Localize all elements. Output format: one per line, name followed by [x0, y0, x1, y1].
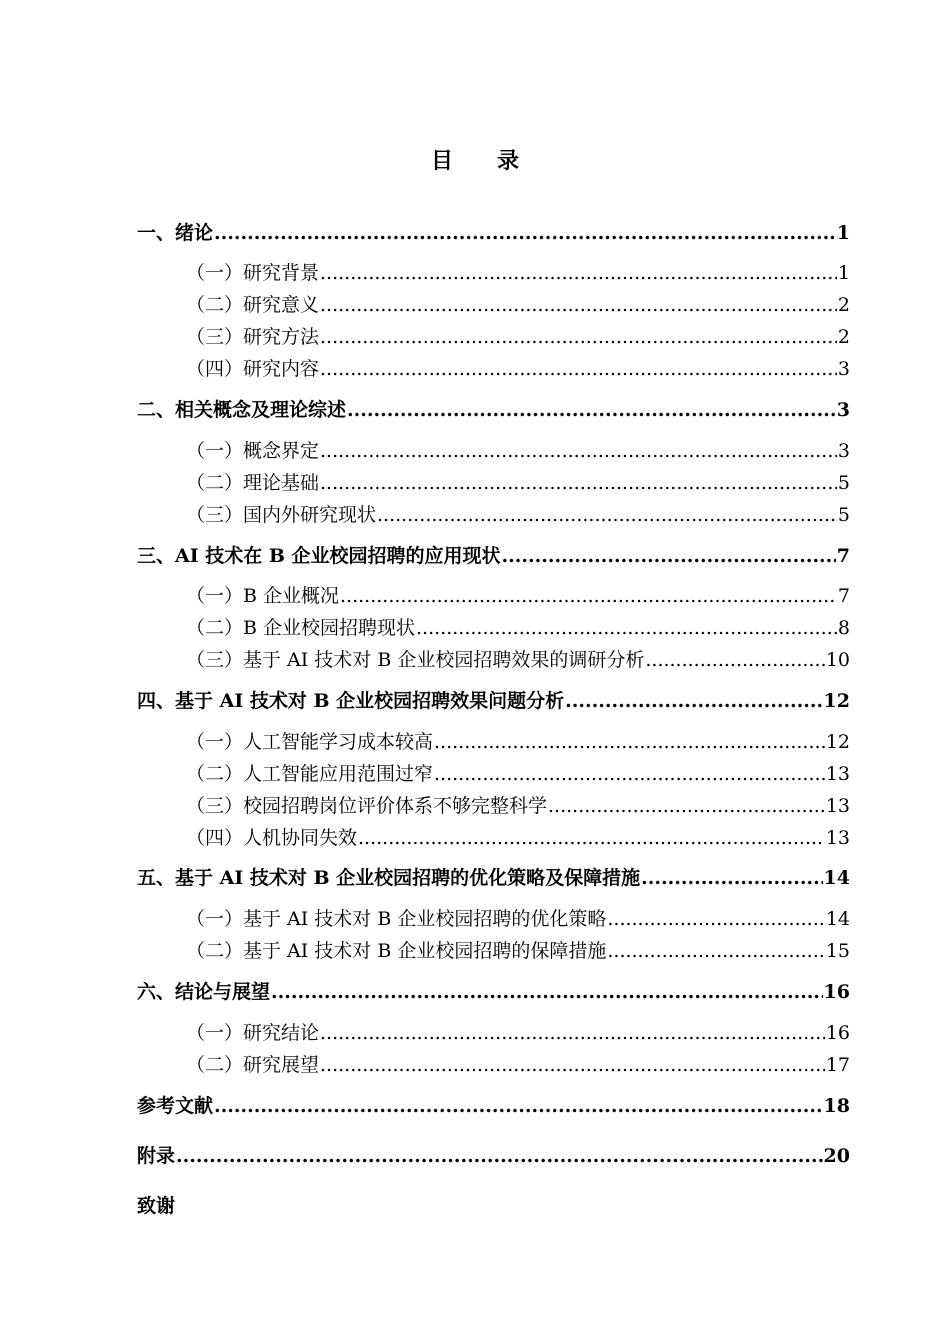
dot-leader — [502, 545, 836, 567]
toc-chapter-1[interactable] — [137, 218, 850, 245]
toc-page-number: 14 — [823, 867, 850, 889]
toc-chapter-6[interactable] — [137, 977, 850, 1004]
dot-leader — [271, 981, 823, 1003]
toc-appendix[interactable] — [137, 1141, 850, 1168]
toc-page-number: 16 — [823, 981, 850, 1003]
toc-page-number: 3 — [837, 440, 850, 462]
toc-section-4-4[interactable] — [186, 823, 850, 850]
dot-leader — [565, 690, 822, 712]
toc-page-number: 8 — [837, 617, 850, 639]
toc-section-4-3[interactable] — [186, 791, 850, 818]
toc-entry-label: 一、绪论 — [137, 222, 214, 244]
dot-leader — [320, 294, 837, 316]
toc-acknowledgements[interactable] — [137, 1191, 850, 1218]
dot-leader — [377, 504, 837, 526]
toc-section-5-1[interactable] — [186, 904, 850, 931]
toc-section-2-1[interactable] — [186, 436, 850, 463]
toc-page-number: 5 — [837, 472, 850, 494]
dot-leader — [434, 731, 825, 753]
toc-section-3-1[interactable] — [186, 581, 850, 608]
dot-leader — [434, 763, 825, 785]
dot-leader — [416, 617, 837, 639]
toc-chapter-3[interactable] — [137, 541, 850, 568]
toc-entry-label: 五、基于 AI 技术对 B 企业校园招聘的优化策略及保障措施 — [137, 867, 641, 889]
toc-section-1-2[interactable] — [186, 290, 850, 317]
toc-page-number: 5 — [837, 504, 850, 526]
toc-chapter-2[interactable] — [137, 395, 850, 422]
toc-page-number: 14 — [825, 908, 850, 930]
dot-leader — [358, 827, 825, 849]
dot-leader — [641, 867, 822, 889]
toc-page-number: 16 — [825, 1022, 850, 1044]
toc-entry-label: 二、相关概念及理论综述 — [137, 399, 347, 421]
toc-section-1-4[interactable] — [186, 354, 850, 381]
dot-leader — [320, 1054, 825, 1076]
dot-leader — [320, 472, 837, 494]
toc-page-number: 2 — [837, 326, 850, 348]
toc-entry-label: 附录 — [137, 1145, 176, 1167]
dot-leader — [340, 585, 837, 607]
toc-section-2-3[interactable] — [186, 500, 850, 527]
toc-entry-label: 参考文献 — [137, 1095, 214, 1117]
toc-page-number: 17 — [825, 1054, 850, 1076]
toc-entry-label: 六、结论与展望 — [137, 981, 271, 1003]
dot-leader — [214, 222, 836, 244]
toc-chapter-4[interactable] — [137, 686, 850, 713]
toc-page-number: 18 — [823, 1095, 850, 1117]
dot-leader — [548, 795, 825, 817]
toc-entry-label: 致谢 — [137, 1195, 176, 1217]
toc-title-char-2: 录 — [497, 148, 520, 174]
toc-page-number: 3 — [836, 399, 850, 421]
dot-leader — [320, 440, 837, 462]
toc-page-number: 7 — [836, 545, 850, 567]
toc-entry-label: （二）基于 AI 技术对 B 企业校园招聘的保障措施 — [186, 940, 607, 962]
toc-references[interactable] — [137, 1091, 850, 1118]
toc-entry-label: 三、AI 技术在 B 企业校园招聘的应用现状 — [137, 545, 501, 567]
dot-leader — [214, 1095, 823, 1117]
toc-entry-label: （一）研究背景 — [186, 262, 320, 284]
toc-entry-label: （一）B 企业概况 — [186, 585, 340, 607]
toc-title — [0, 144, 950, 175]
toc-entry-label: （三）校园招聘岗位评价体系不够完整科学 — [186, 795, 548, 817]
toc-entry-label: （二）研究展望 — [186, 1054, 320, 1076]
toc-entry-label: （一）研究结论 — [186, 1022, 320, 1044]
toc-section-5-2[interactable] — [186, 936, 850, 963]
dot-leader — [320, 262, 837, 284]
toc-page-number: 1 — [836, 222, 850, 244]
toc-section-1-1[interactable] — [186, 258, 850, 285]
toc-page-number: 12 — [825, 731, 850, 753]
toc-title-char-1: 目 — [430, 148, 453, 174]
dot-leader — [607, 908, 824, 930]
toc-entry-label: （二）B 企业校园招聘现状 — [186, 617, 416, 639]
toc-page-number: 12 — [823, 690, 850, 712]
toc-page-number: 7 — [837, 585, 850, 607]
toc-entry-label: （四）人机协同失效 — [186, 827, 358, 849]
toc-entry-label: （三）研究方法 — [186, 326, 320, 348]
toc-chapter-5[interactable] — [137, 863, 850, 890]
dot-leader — [607, 940, 824, 962]
toc-entry-label: （一）基于 AI 技术对 B 企业校园招聘的优化策略 — [186, 908, 607, 930]
toc-section-4-2[interactable] — [186, 759, 850, 786]
toc-entry-label: （三）基于 AI 技术对 B 企业校园招聘效果的调研分析 — [186, 649, 645, 671]
toc-page-number: 2 — [837, 294, 850, 316]
dot-leader — [320, 358, 837, 380]
toc-entry-label: 四、基于 AI 技术对 B 企业校园招聘效果问题分析 — [137, 690, 565, 712]
toc-entry-label: （一）概念界定 — [186, 440, 320, 462]
toc-entry-label: （一）人工智能学习成本较高 — [186, 731, 434, 753]
toc-section-6-2[interactable] — [186, 1050, 850, 1077]
toc-page-number: 13 — [825, 795, 850, 817]
toc-section-4-1[interactable] — [186, 727, 850, 754]
toc-entry-label: （四）研究内容 — [186, 358, 320, 380]
toc-page-number: 13 — [825, 763, 850, 785]
dot-leader — [320, 1022, 825, 1044]
toc-entry-label: （二）人工智能应用范围过窄 — [186, 763, 434, 785]
dot-leader — [320, 326, 837, 348]
toc-page-number: 1 — [837, 262, 850, 284]
toc-entry-label: （二）研究意义 — [186, 294, 320, 316]
toc-section-6-1[interactable] — [186, 1018, 850, 1045]
toc-entry-label: （二）理论基础 — [186, 472, 320, 494]
toc-section-3-3[interactable] — [186, 645, 850, 672]
toc-page-number: 3 — [837, 358, 850, 380]
dot-leader — [645, 649, 824, 671]
toc-page-number: 13 — [825, 827, 850, 849]
toc-section-1-3[interactable] — [186, 322, 850, 349]
toc-page-number: 20 — [823, 1145, 850, 1167]
toc-page-number: 10 — [825, 649, 850, 671]
dot-leader — [176, 1145, 823, 1167]
toc-section-2-2[interactable] — [186, 468, 850, 495]
dot-leader — [347, 399, 836, 421]
toc-section-3-2[interactable] — [186, 613, 850, 640]
toc-page-number: 15 — [825, 940, 850, 962]
toc-entry-label: （三）国内外研究现状 — [186, 504, 377, 526]
